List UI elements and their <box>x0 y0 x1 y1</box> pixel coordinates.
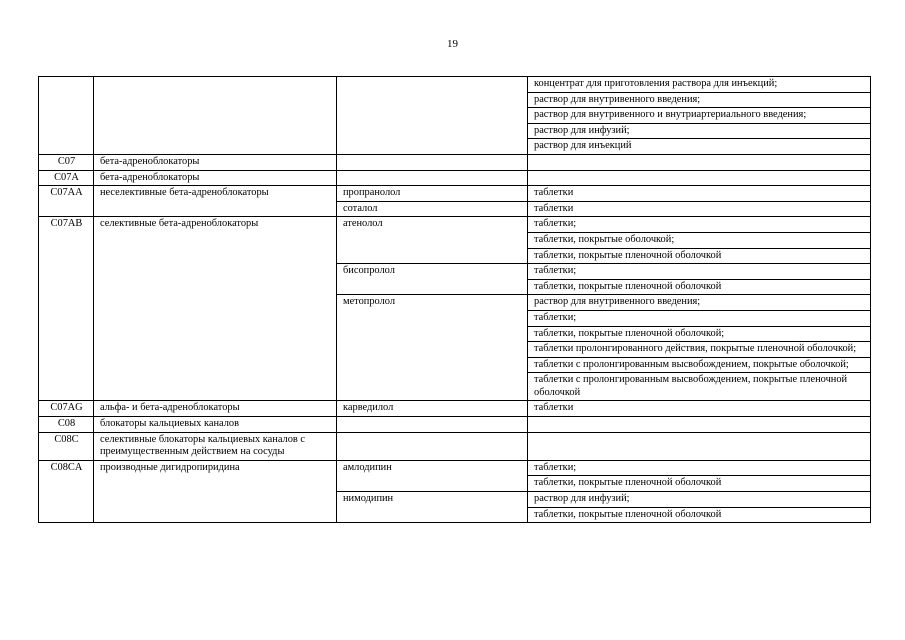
atc-group-cell: блокаторы кальциевых каналов <box>94 417 337 433</box>
atc-code-cell: C07A <box>39 170 94 186</box>
dosage-form-cell: раствор для внутривенного и внутриартериального введения; <box>528 108 871 124</box>
atc-group-cell: производные дигидропиридина <box>94 460 337 522</box>
dosage-form-cell: таблетки, покрытые пленочной оболочкой; <box>528 326 871 342</box>
atc-drug-table <box>38 76 871 523</box>
table-row <box>39 186 871 202</box>
dosage-form-cell: раствор для инфузий; <box>528 492 871 508</box>
dosage-form-cell: таблетки, покрытые оболочкой; <box>528 232 871 248</box>
atc-code-cell: C07AG <box>39 401 94 417</box>
drug-name-cell: бисопролол <box>337 264 528 295</box>
dosage-form-cell: концентрат для приготовления раствора для инъекций; <box>528 77 871 93</box>
table-row <box>39 170 871 186</box>
drug-name-cell: карведилол <box>337 401 528 417</box>
table-row <box>39 401 871 417</box>
dosage-form-cell: таблетки; <box>528 264 871 280</box>
drug-name-cell: амлодипин <box>337 460 528 491</box>
dosage-form-cell: раствор для инъекций <box>528 139 871 155</box>
table-row <box>39 77 871 93</box>
dosage-form-cell: таблетки <box>528 201 871 217</box>
dosage-form-cell: таблетки пролонгированного действия, покрытые пленочной оболочкой; <box>528 342 871 358</box>
drug-name-cell: атенолол <box>337 217 528 264</box>
dosage-form-cell: таблетки с пролонгированным высвобождением, покрытые пленочной оболочкой <box>528 373 871 401</box>
dosage-form-cell: раствор для внутривенного введения; <box>528 92 871 108</box>
dosage-form-cell: таблетки <box>528 401 871 417</box>
dosage-form-cell: таблетки, покрытые пленочной оболочкой <box>528 476 871 492</box>
drug-name-cell <box>337 432 528 460</box>
drug-name-cell: пропранолол <box>337 186 528 202</box>
atc-code-cell: C08CA <box>39 460 94 522</box>
atc-code-cell: C08 <box>39 417 94 433</box>
dosage-form-cell <box>528 154 871 170</box>
dosage-form-cell <box>528 432 871 460</box>
atc-group-cell: бета-адреноблокаторы <box>94 154 337 170</box>
dosage-form-cell: таблетки; <box>528 460 871 476</box>
table-row <box>39 460 871 476</box>
atc-group-cell: неселективные бета-адреноблокаторы <box>94 186 337 217</box>
drug-name-cell <box>337 154 528 170</box>
table-row <box>39 417 871 433</box>
table-row <box>39 217 871 233</box>
atc-code-cell: C07AA <box>39 186 94 217</box>
dosage-form-cell: таблетки; <box>528 310 871 326</box>
drug-name-cell <box>337 417 528 433</box>
table-row <box>39 154 871 170</box>
dosage-form-cell: таблетки, покрытые пленочной оболочкой <box>528 248 871 264</box>
page-number: 19 <box>447 38 458 50</box>
atc-code-cell <box>39 77 94 155</box>
dosage-form-cell: таблетки <box>528 186 871 202</box>
atc-group-cell: селективные блокаторы кальциевых каналов с преимущественным действием на сосуды <box>94 432 337 460</box>
dosage-form-cell: раствор для инфузий; <box>528 123 871 139</box>
table-row <box>39 432 871 460</box>
drug-name-cell: нимодипин <box>337 492 528 523</box>
atc-group-cell: альфа- и бета-адреноблокаторы <box>94 401 337 417</box>
drug-name-cell <box>337 170 528 186</box>
dosage-form-cell: таблетки с пролонгированным высвобождением, покрытые оболочкой; <box>528 357 871 373</box>
dosage-form-cell: таблетки; <box>528 217 871 233</box>
dosage-form-cell <box>528 417 871 433</box>
atc-code-cell: C07AB <box>39 217 94 401</box>
dosage-form-cell: таблетки, покрытые пленочной оболочкой <box>528 507 871 523</box>
atc-group-cell: селективные бета-адреноблокаторы <box>94 217 337 401</box>
dosage-form-cell: таблетки, покрытые пленочной оболочкой <box>528 279 871 295</box>
dosage-form-cell <box>528 170 871 186</box>
atc-code-cell: C08C <box>39 432 94 460</box>
atc-group-cell <box>94 77 337 155</box>
drug-name-cell: метопролол <box>337 295 528 401</box>
drug-name-cell: соталол <box>337 201 528 217</box>
dosage-form-cell: раствор для внутривенного введения; <box>528 295 871 311</box>
atc-code-cell: C07 <box>39 154 94 170</box>
drug-name-cell <box>337 77 528 155</box>
atc-group-cell: бета-адреноблокаторы <box>94 170 337 186</box>
